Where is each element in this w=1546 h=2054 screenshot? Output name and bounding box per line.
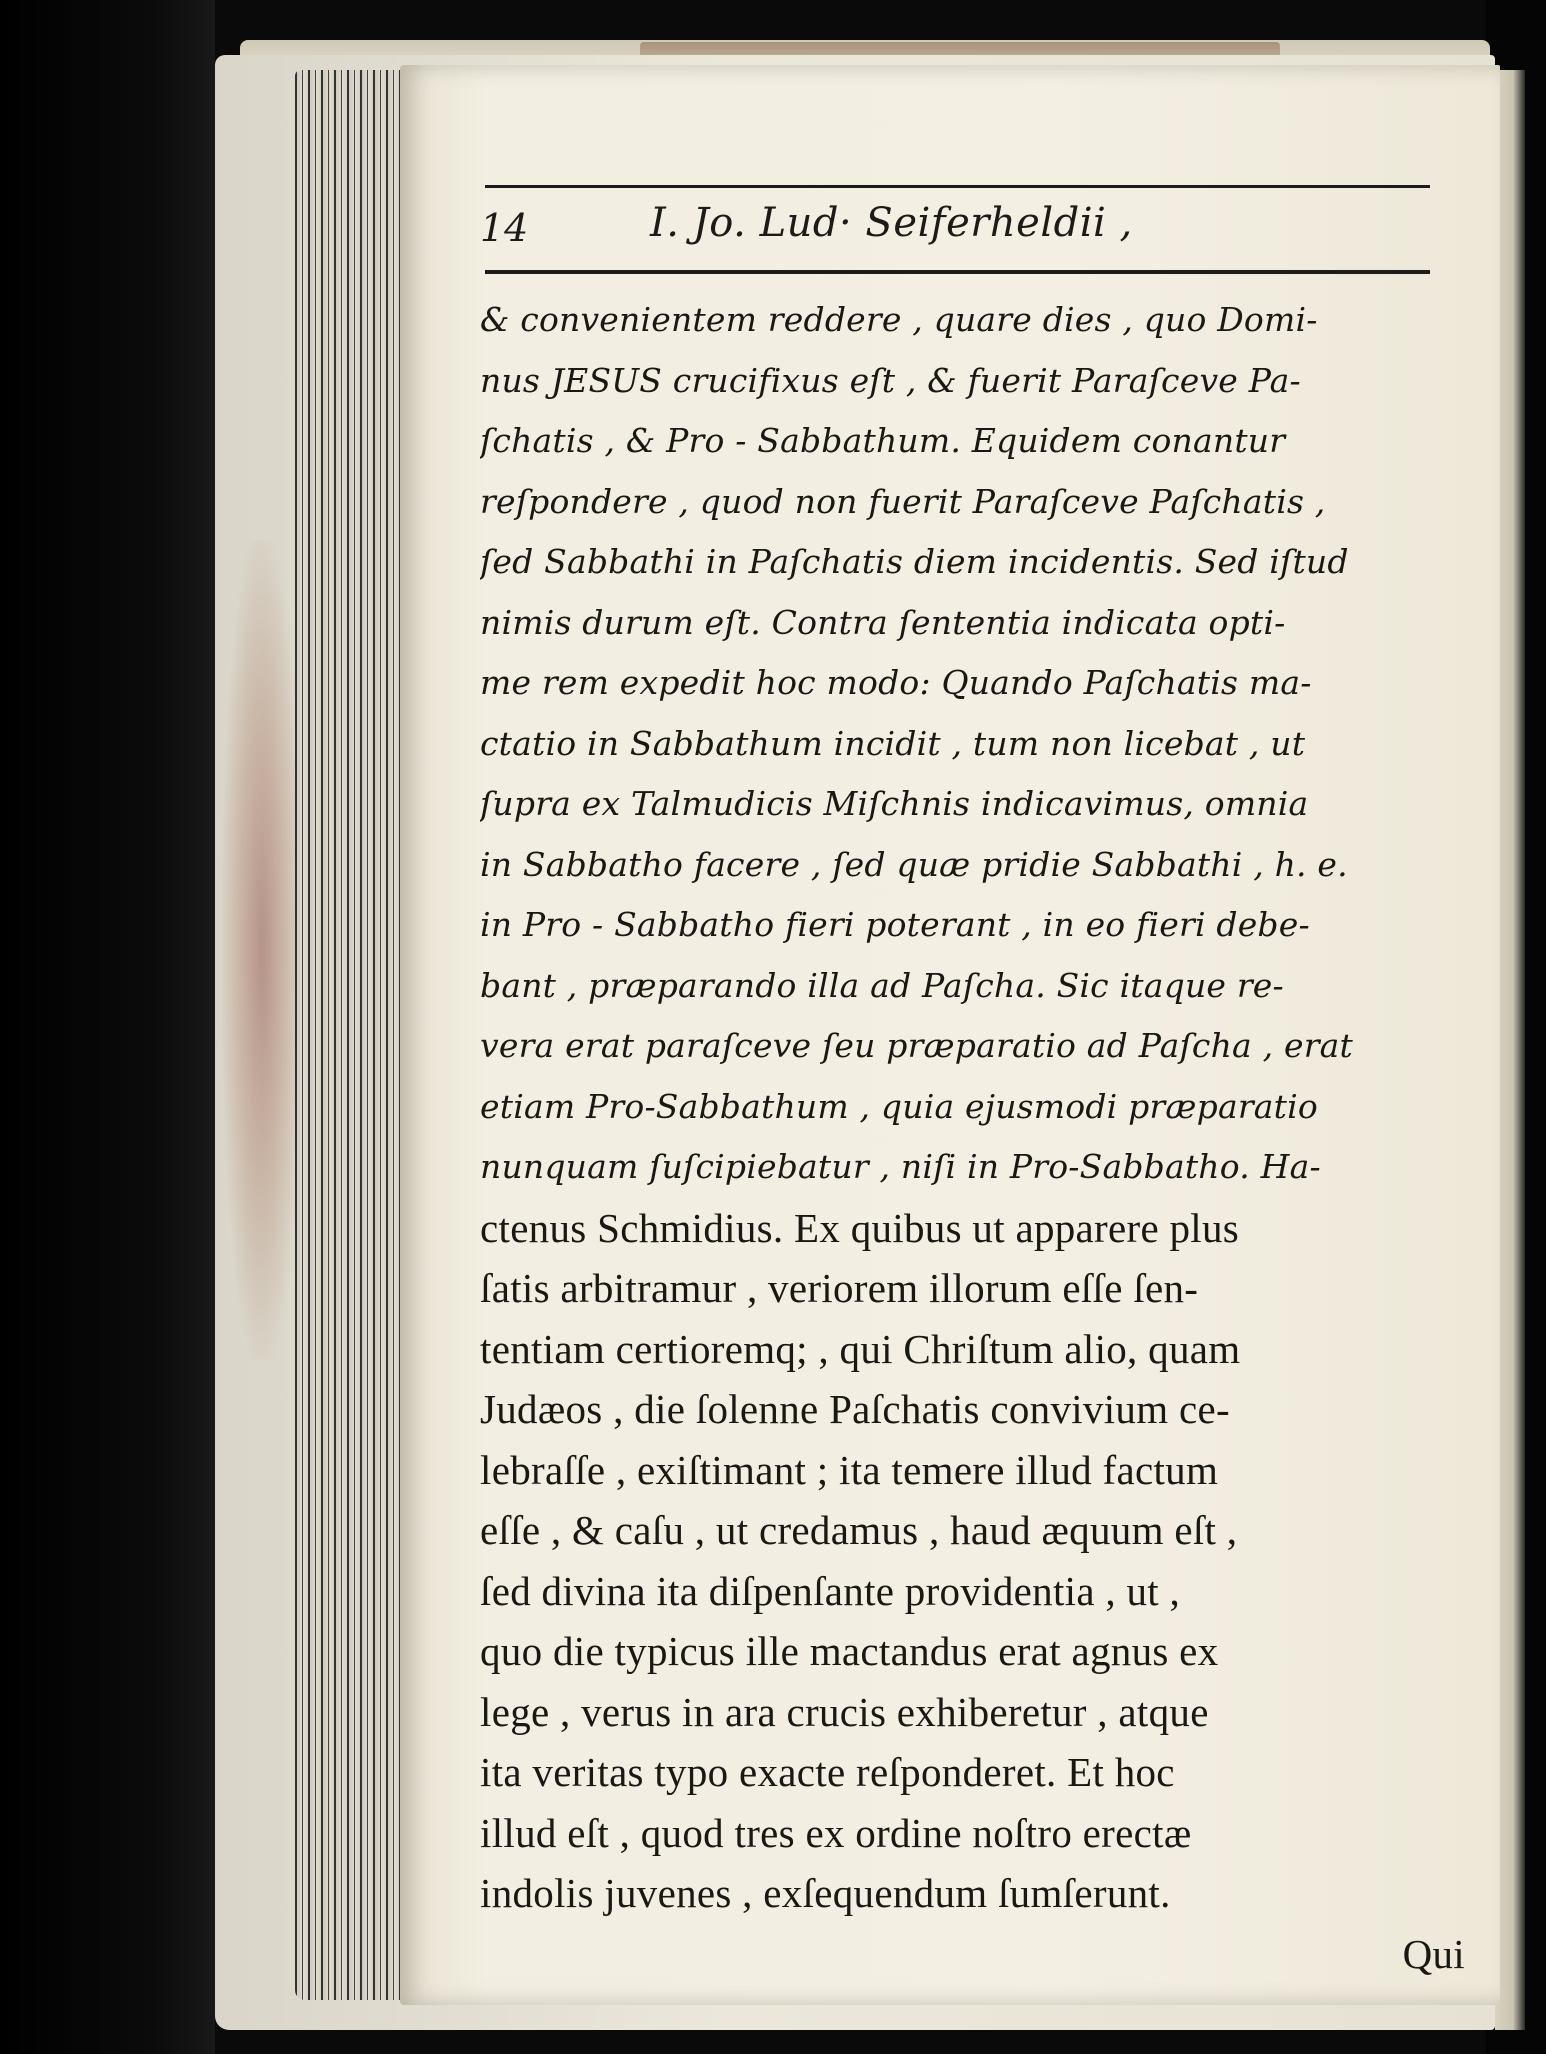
text-line: eſſe , & caſu , ut credamus , haud æquum eſt , (480, 1507, 1238, 1553)
text-line: nimis durum eſt. Contra ſententia indicata opti- (480, 602, 1286, 642)
text-line: ſupra ex Talmudicis Miſchnis indicavimus, omnia (480, 784, 1309, 823)
text-line: ſed divina ita diſpenſante providentia , ut , (480, 1567, 1181, 1614)
page-number: 14 (480, 206, 529, 250)
text-line: ſchatis , & Pro - Sabbathum. Equidem conantur (480, 421, 1286, 460)
text-line: reſpondere , quod non fuerit Paraſceve Paſchatis , (480, 481, 1326, 521)
text-line: in Sabbatho facere , ſed quæ pridie Sabbathi , h. e. (480, 844, 1348, 884)
text-line: ſatis arbitramur , veriorem illorum eſſe ſen- (480, 1265, 1199, 1311)
text-line: & convenientem reddere , quare dies , quo Domi- (480, 300, 1318, 339)
header-rule-bottom (485, 270, 1430, 274)
catchword: Qui (1402, 1930, 1465, 1977)
text-line: quo die typicus ille mactandus erat agnus ex (480, 1628, 1219, 1674)
text-line: indolis juvenes , exſequendum ſumſerunt. (480, 1870, 1171, 1916)
text-line: nus JESUS crucifixus eſt , & fuerit Paraſceve Pa- (480, 360, 1301, 400)
text-line: Judæos , die ſolenne Paſchatis convivium ce- (480, 1386, 1230, 1432)
text-line: in Pro - Sabbatho fieri poterant , in eo fieri debe- (480, 905, 1310, 944)
text-line: illud eſt , quod tres ex ordine noſtro erectæ (480, 1809, 1192, 1856)
running-title: I. Jo. Lud· Seiferheldii , (650, 200, 1133, 246)
text-line: ſed Sabbathi in Paſchatis diem incidentis. Sed iſtud (480, 542, 1349, 581)
text-line: ctenus Schmidius. Ex quibus ut apparere plus (480, 1204, 1240, 1251)
text-line: ctatio in Sabbathum incidit , tum non licebat , ut (480, 723, 1306, 763)
header-rule-top (485, 185, 1430, 188)
text-line: etiam Pro-Sabbathum , quia ejusmodi præparatio (480, 1086, 1318, 1126)
printed-page (400, 65, 1500, 2005)
text-line: ita veritas typo exacte reſponderet. Et hoc (480, 1749, 1175, 1795)
page-header (480, 200, 1440, 260)
text-line: bant , præparando illa ad Paſcha. Sic itaque re- (480, 965, 1284, 1005)
text-line: lege , verus in ara crucis exhiberetur , atque (480, 1688, 1209, 1735)
text-line: vera erat paraſceve ſeu præparatio ad Paſcha , erat (480, 1026, 1354, 1065)
text-line: nunquam ſuſcipiebatur , niſi in Pro-Sabbatho. Ha- (480, 1147, 1321, 1186)
text-line: me rem expedit hoc modo: Quando Paſchatis ma- (480, 663, 1312, 702)
body-text (480, 290, 1475, 1984)
cover-stain (222, 540, 302, 1360)
dark-backdrop-left (0, 0, 215, 2054)
text-line: lebraſſe , exiſtimant ; ita temere illud factum (480, 1446, 1219, 1493)
text-line: tentiam certioremq; , qui Chriſtum alio, quam (480, 1325, 1241, 1372)
